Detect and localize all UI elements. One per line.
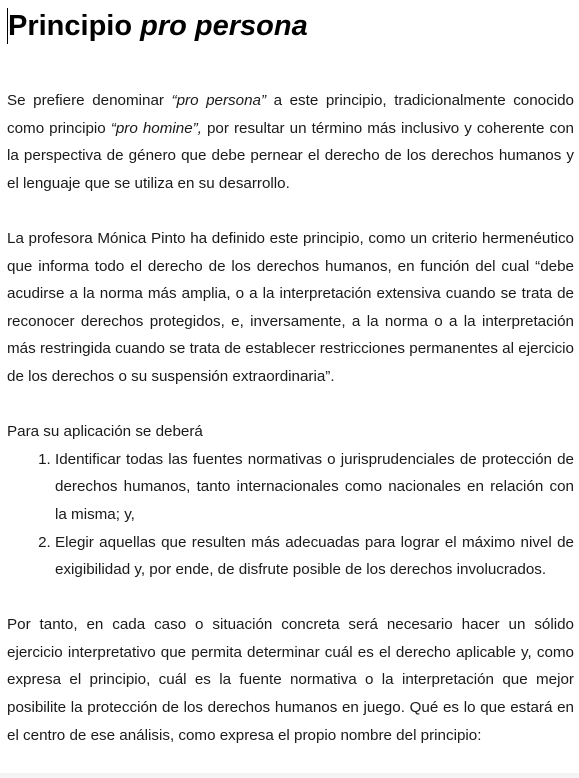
- numbered-list: [7, 446, 574, 584]
- paragraph-4: Por tanto, en cada caso o situación concreta será necesario hacer un sólido ejercicio interpretativo que permita determinar cuál es el derecho aplicable y, como expresa el principio, cuál es la fuente normativa o la interpretación que mejor posibilite la protección de los derechos humanos en juego. Qué es lo que estará en el centro de ese análisis, como expresa el propio nombre del principio:: [7, 616, 574, 744]
- title-text: Principio: [8, 10, 141, 42]
- page-bottom-edge: [0, 773, 579, 778]
- paragraph-3-lead: Para su aplicación se deberá: [7, 423, 203, 441]
- paragraph-1-italic-b: “pro homine”,: [110, 119, 202, 137]
- list-item: 1. Identificar todas las fuentes normativas o jurisprudenciales de protección de derechos humanos, tanto internacionales como nacionales en relación con la misma; y,: [55, 446, 574, 529]
- title-italic-text: pro persona: [140, 10, 308, 42]
- document-body[interactable]: [7, 87, 574, 777]
- list-item: 2. Elegir aquellas que resulten más adecuadas para lograr el máximo nivel de exigibilidad y, por ende, de disfrute posible de los derechos involucrados.: [55, 529, 574, 584]
- paragraph-1: [7, 87, 574, 197]
- paragraph-2: La profesora Mónica Pinto ha definido este principio, como un criterio hermenéutico que informa todo el derecho de los derechos humanos, en función del cual “debe acudirse a la norma más amplia, o a la interpretación extensiva cuando se trata de reconocer derechos protegidos, e, inversamente, a la norma o a la interpretación más restringida cuando se trata de establecer restricciones permanentes al ejercicio de los derechos o su suspensión extraordinaria”.: [7, 229, 574, 385]
- paragraph-1-italic-a: “pro persona”: [171, 92, 267, 109]
- paragraph-1-text-b: a este principio, tradicionalmente conocido como principio: [7, 92, 574, 137]
- document-title[interactable]: [8, 6, 308, 46]
- paragraph-1-text-c: por resultar un término más inclusivo y coherente con la perspectiva de género que debe pernear el derecho de los derechos humanos y el lenguaje que se utiliza en su desarrollo.: [7, 119, 574, 192]
- paragraph-1-text-a: Se prefiere denominar: [7, 92, 172, 109]
